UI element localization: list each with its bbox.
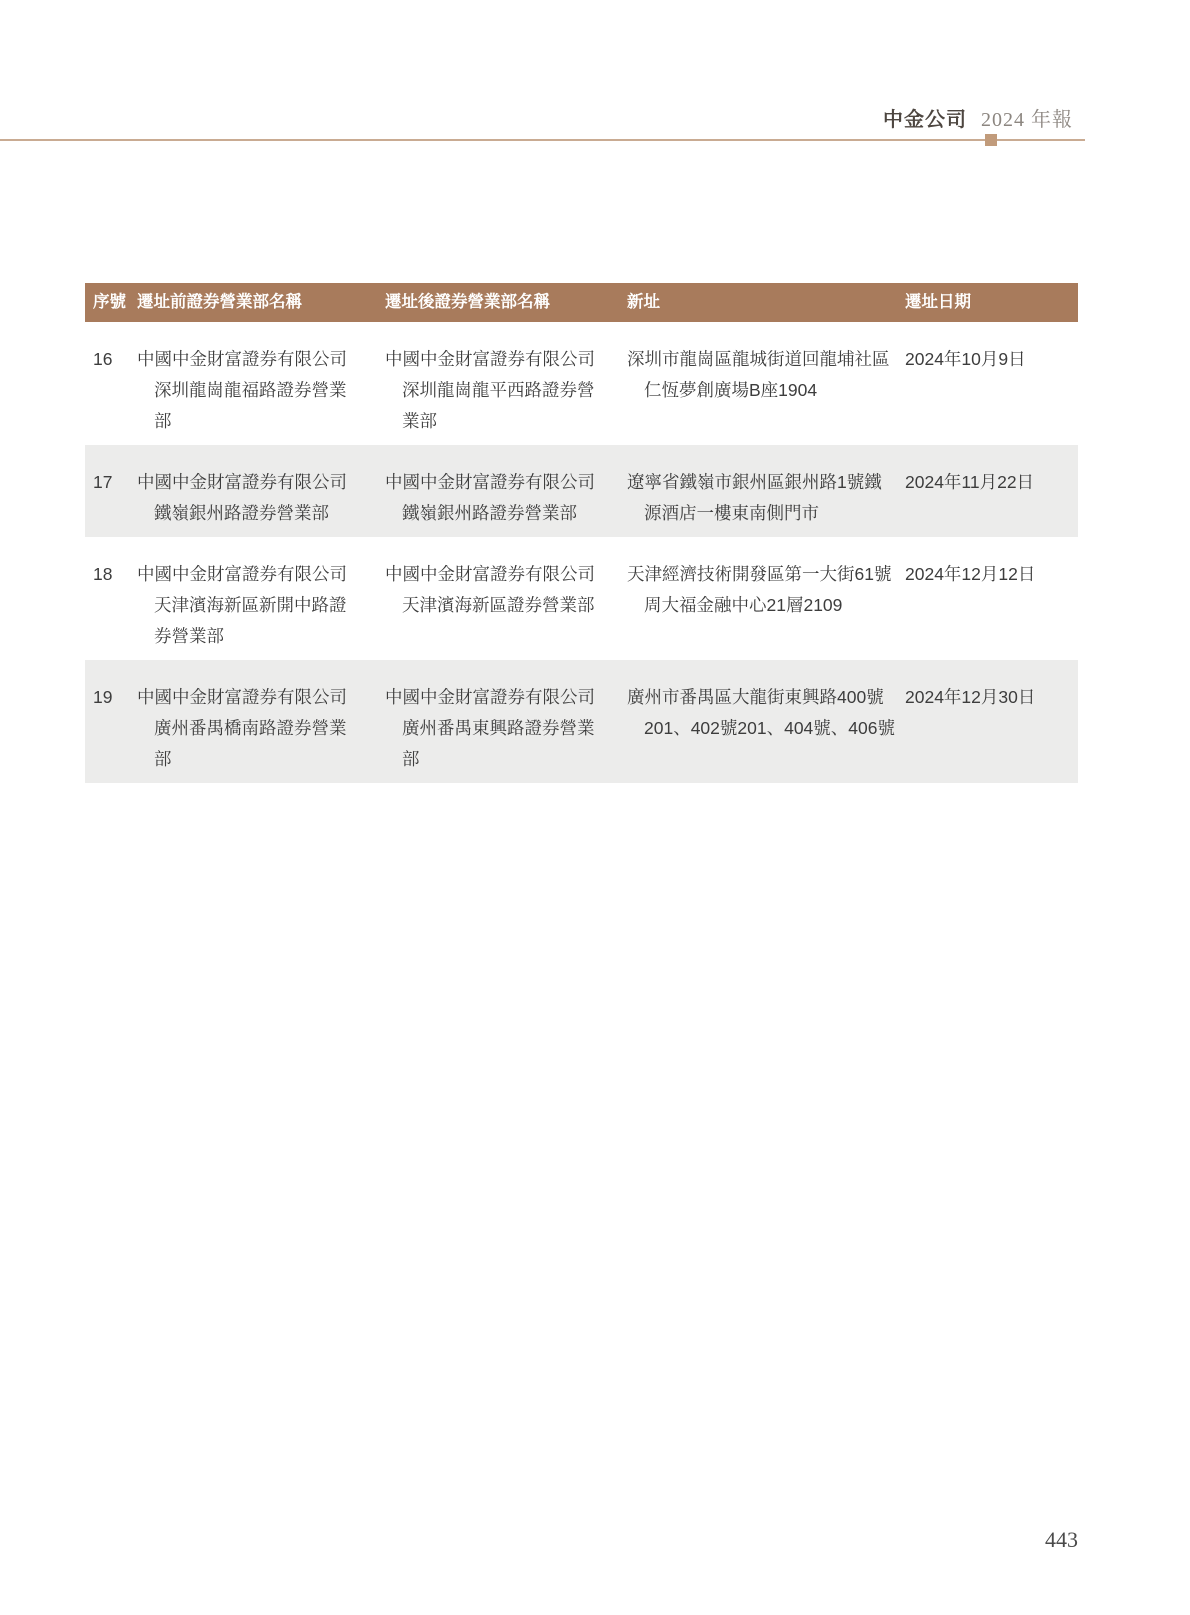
cell-line: 中國中金財富證券有限公司 xyxy=(137,687,347,707)
cell-new-address xyxy=(627,682,905,744)
cell-line: 201、402號201、404號、406號 xyxy=(644,718,895,738)
cell-line: 廣州市番禺區大龍街東興路400號 xyxy=(627,687,884,707)
cell-line: 鐵嶺銀州路證券營業部 xyxy=(154,503,329,523)
cell-relocation-date: 2024年12月30日 xyxy=(905,687,1036,707)
table-row xyxy=(85,660,1078,783)
cell-line: 中國中金財富證券有限公司 xyxy=(385,349,595,369)
cell-before-name xyxy=(137,467,385,529)
company-name: 中金公司 xyxy=(883,109,967,131)
cell-line: 部 xyxy=(154,749,172,769)
report-title: 2024 年報 xyxy=(981,109,1073,131)
cell-after-name xyxy=(385,682,627,775)
cell-after-name xyxy=(385,344,627,437)
header-rule-line xyxy=(0,139,1085,141)
cell-before-name xyxy=(137,682,385,775)
cell-before-name xyxy=(137,344,385,437)
branch-relocation-table xyxy=(85,283,1078,783)
cell-line: 中國中金財富證券有限公司 xyxy=(385,564,595,584)
cell-serial-no: 18 xyxy=(93,564,113,584)
table-body xyxy=(85,322,1078,783)
cell-line: 中國中金財富證券有限公司 xyxy=(137,472,347,492)
header-rule-square-marker xyxy=(985,134,997,146)
cell-line: 天津經濟技術開發區第一大街61號 xyxy=(627,564,892,584)
cell-line: 中國中金財富證券有限公司 xyxy=(385,687,595,707)
cell-serial-no: 16 xyxy=(93,349,113,369)
cell-line: 深圳市龍崗區龍城街道回龍埔社區 xyxy=(627,349,890,369)
cell-relocation-date: 2024年10月9日 xyxy=(905,349,1026,369)
column-header-date: 遷址日期 xyxy=(905,293,971,311)
table-header-row xyxy=(85,283,1078,322)
cell-after-name xyxy=(385,467,627,529)
table-row xyxy=(85,445,1078,537)
cell-before-name xyxy=(137,559,385,652)
cell-serial-no: 17 xyxy=(93,472,113,492)
table-row xyxy=(85,537,1078,660)
cell-line: 周大福金融中心21層2109 xyxy=(644,595,843,615)
cell-line: 中國中金財富證券有限公司 xyxy=(385,472,595,492)
cell-line: 遼寧省鐵嶺市銀州區銀州路1號鐵 xyxy=(627,472,882,492)
table-row xyxy=(85,322,1078,445)
cell-line: 天津濱海新區證券營業部 xyxy=(402,595,595,615)
running-head xyxy=(883,103,1073,132)
cell-line: 中國中金財富證券有限公司 xyxy=(137,564,347,584)
cell-line: 鐵嶺銀州路證券營業部 xyxy=(402,503,577,523)
cell-line: 源酒店一樓東南側門市 xyxy=(644,503,819,523)
cell-after-name xyxy=(385,559,627,621)
cell-line: 天津濱海新區新開中路證 xyxy=(154,595,347,615)
column-header-after-name: 遷址後證券營業部名稱 xyxy=(385,293,550,311)
cell-relocation-date: 2024年11月22日 xyxy=(905,472,1035,492)
cell-line: 業部 xyxy=(402,411,437,431)
cell-relocation-date: 2024年12月12日 xyxy=(905,564,1036,584)
cell-line: 廣州番禺東興路證券營業 xyxy=(402,718,595,738)
column-header-before-name: 遷址前證券營業部名稱 xyxy=(137,293,302,311)
column-header-new-address: 新址 xyxy=(627,293,660,311)
cell-line: 部 xyxy=(402,749,420,769)
cell-serial-no: 19 xyxy=(93,687,113,707)
cell-new-address xyxy=(627,467,905,529)
column-header-no: 序號 xyxy=(93,293,126,311)
cell-line: 廣州番禺橋南路證券營業 xyxy=(154,718,347,738)
cell-line: 仁恆夢創廣場B座1904 xyxy=(644,380,818,400)
cell-new-address xyxy=(627,559,905,621)
cell-line: 深圳龍崗龍平西路證券營 xyxy=(402,380,595,400)
page-number: 443 xyxy=(1045,1527,1078,1552)
cell-line: 部 xyxy=(154,411,172,431)
cell-line: 深圳龍崗龍福路證券營業 xyxy=(154,380,347,400)
cell-new-address xyxy=(627,344,905,406)
cell-line: 中國中金財富證券有限公司 xyxy=(137,349,347,369)
cell-line: 券營業部 xyxy=(154,626,224,646)
